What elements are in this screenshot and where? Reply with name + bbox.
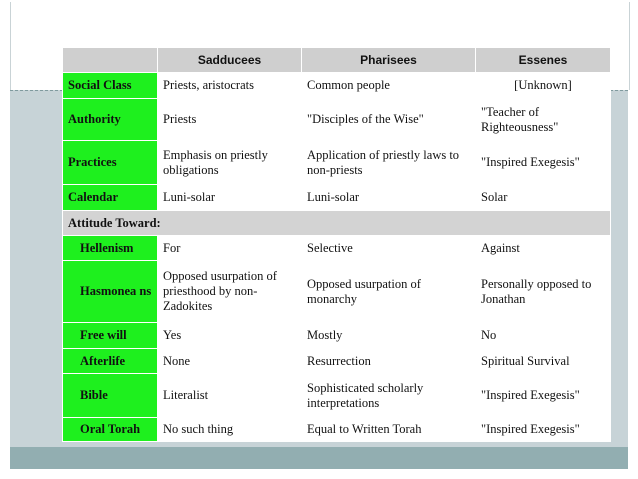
row-label: Calendar	[63, 185, 158, 211]
cell-pharisees: Selective	[302, 236, 476, 261]
cell-sadducees: Opposed usurpation of priesthood by non-Zadokites	[158, 261, 302, 323]
cell-pharisees: "Disciples of the Wise"	[302, 99, 476, 141]
table-row	[63, 73, 611, 99]
cell-sadducees: Literalist	[158, 374, 302, 418]
table-row	[63, 323, 611, 349]
table-row	[63, 374, 611, 418]
table-row	[63, 185, 611, 211]
table-row	[63, 99, 611, 141]
table-header-row	[63, 48, 611, 73]
row-label: Hasmonea ns	[63, 261, 158, 323]
row-label: Free will	[63, 323, 158, 349]
row-label: Afterlife	[63, 349, 158, 374]
table-row	[63, 418, 611, 442]
cell-pharisees: Sophisticated scholarly interpretations	[302, 374, 476, 418]
table-row	[63, 141, 611, 185]
cell-essenes: Against	[476, 236, 611, 261]
header-essenes: Essenes	[476, 48, 611, 73]
cell-essenes: "Teacher of Righteousness"	[476, 99, 611, 141]
cell-pharisees: Equal to Written Torah	[302, 418, 476, 442]
row-label: Authority	[63, 99, 158, 141]
cell-essenes: [Unknown]	[476, 73, 611, 99]
table-row	[63, 236, 611, 261]
table-row	[63, 261, 611, 323]
row-label: Social Class	[63, 73, 158, 99]
row-label: Oral Torah	[63, 418, 158, 442]
cell-essenes: "Inspired Exegesis"	[476, 374, 611, 418]
row-label: Bible	[63, 374, 158, 418]
cell-sadducees: Priests, aristocrats	[158, 73, 302, 99]
cell-essenes: "Inspired Exegesis"	[476, 141, 611, 185]
cell-pharisees: Application of priestly laws to non-priests	[302, 141, 476, 185]
slide-footer-band	[10, 447, 628, 469]
header-sadducees: Sadducees	[158, 48, 302, 73]
cell-pharisees: Mostly	[302, 323, 476, 349]
cell-pharisees: Luni-solar	[302, 185, 476, 211]
cell-essenes: Personally opposed to Jonathan	[476, 261, 611, 323]
cell-sadducees: For	[158, 236, 302, 261]
cell-essenes: No	[476, 323, 611, 349]
comparison-table	[62, 47, 611, 442]
cell-sadducees: Yes	[158, 323, 302, 349]
row-label: Hellenism	[63, 236, 158, 261]
table-row	[63, 349, 611, 374]
section-label: Attitude Toward:	[63, 211, 611, 236]
cell-sadducees: None	[158, 349, 302, 374]
cell-essenes: "Inspired Exegesis"	[476, 418, 611, 442]
cell-essenes: Solar	[476, 185, 611, 211]
header-pharisees: Pharisees	[302, 48, 476, 73]
cell-essenes: Spiritual Survival	[476, 349, 611, 374]
cell-pharisees: Resurrection	[302, 349, 476, 374]
cell-sadducees: No such thing	[158, 418, 302, 442]
cell-pharisees: Common people	[302, 73, 476, 99]
cell-sadducees: Priests	[158, 99, 302, 141]
row-label: Practices	[63, 141, 158, 185]
section-header-row	[63, 211, 611, 236]
header-corner	[63, 48, 158, 73]
cell-pharisees: Opposed usurpation of monarchy	[302, 261, 476, 323]
cell-sadducees: Luni-solar	[158, 185, 302, 211]
cell-sadducees: Emphasis on priestly obligations	[158, 141, 302, 185]
